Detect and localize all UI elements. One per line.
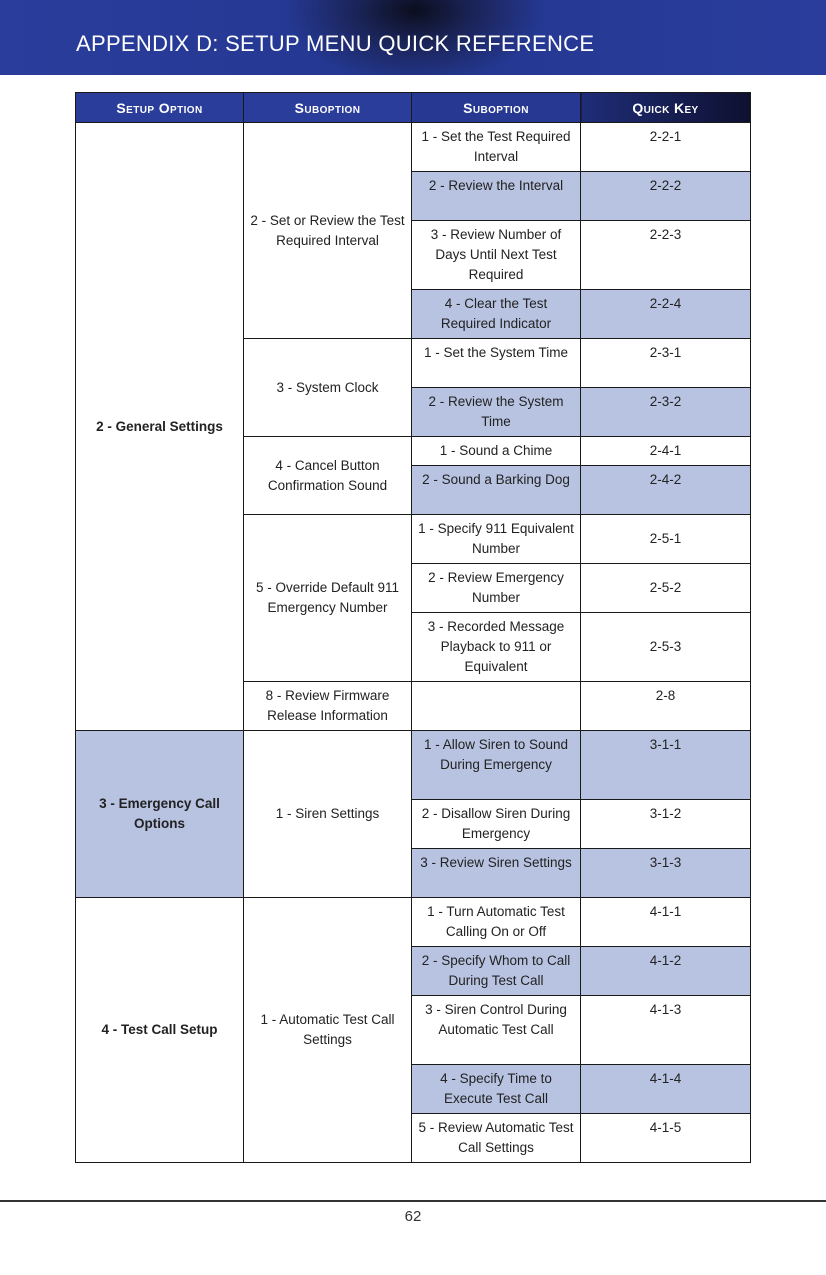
- quick-key-cell: 2-4-1: [581, 437, 751, 466]
- sub-suboption-cell: 2 - Sound a Barking Dog: [412, 466, 581, 515]
- quick-key-cell: 2-3-2: [581, 388, 751, 437]
- quick-key-cell: 4-1-1: [581, 898, 751, 947]
- quick-key-cell: 4-1-5: [581, 1114, 751, 1163]
- column-header: Quick Key: [581, 93, 751, 123]
- suboption-cell: 1 - Automatic Test Call Settings: [244, 898, 412, 1163]
- sub-suboption-cell: 3 - Recorded Message Playback to 911 or Equivalent: [412, 613, 581, 682]
- quick-key-cell: 3-1-2: [581, 800, 751, 849]
- table-header-row: [76, 93, 751, 123]
- quick-key-cell: 2-4-2: [581, 466, 751, 515]
- setup-option-cell: 4 - Test Call Setup: [76, 898, 244, 1163]
- setup-option-cell: 3 - Emergency Call Options: [76, 731, 244, 898]
- quick-key-cell: 2-5-3: [581, 613, 751, 682]
- sub-suboption-cell: 1 - Sound a Chime: [412, 437, 581, 466]
- sub-suboption-cell: 5 - Review Automatic Test Call Settings: [412, 1114, 581, 1163]
- setup-menu-table: [75, 92, 751, 1163]
- quick-key-cell: 3-1-3: [581, 849, 751, 898]
- sub-suboption-cell: 1 - Set the Test Required Interval: [412, 123, 581, 172]
- quick-key-cell: 2-8: [581, 682, 751, 731]
- sub-suboption-cell: 2 - Disallow Siren During Emergency: [412, 800, 581, 849]
- sub-suboption-cell: 1 - Specify 911 Equivalent Number: [412, 515, 581, 564]
- suboption-cell: 8 - Review Firmware Release Information: [244, 682, 412, 731]
- sub-suboption-cell: 2 - Review the System Time: [412, 388, 581, 437]
- suboption-cell: 2 - Set or Review the Test Required Interval: [244, 123, 412, 339]
- sub-suboption-cell: 1 - Set the System Time: [412, 339, 581, 388]
- quick-key-cell: 3-1-1: [581, 731, 751, 800]
- quick-key-cell: 4-1-3: [581, 996, 751, 1065]
- suboption-cell: 3 - System Clock: [244, 339, 412, 437]
- table-row: [76, 731, 751, 800]
- quick-key-cell: 2-5-2: [581, 564, 751, 613]
- table-row: [76, 123, 751, 172]
- column-header: Suboption: [244, 93, 412, 123]
- table-row: [76, 898, 751, 947]
- sub-suboption-cell: 2 - Review Emergency Number: [412, 564, 581, 613]
- suboption-cell: 5 - Override Default 911 Emergency Number: [244, 515, 412, 682]
- setup-option-cell: 2 - General Settings: [76, 123, 244, 731]
- quick-key-cell: 2-2-2: [581, 172, 751, 221]
- sub-suboption-cell: [412, 682, 581, 731]
- sub-suboption-cell: 3 - Review Siren Settings: [412, 849, 581, 898]
- sub-suboption-cell: 3 - Review Number of Days Until Next Test Required: [412, 221, 581, 290]
- quick-key-cell: 4-1-2: [581, 947, 751, 996]
- quick-key-cell: 2-5-1: [581, 515, 751, 564]
- column-header: Suboption: [412, 93, 581, 123]
- quick-key-cell: 2-3-1: [581, 339, 751, 388]
- sub-suboption-cell: 1 - Allow Siren to Sound During Emergency: [412, 731, 581, 800]
- quick-key-cell: 4-1-4: [581, 1065, 751, 1114]
- suboption-cell: 1 - Siren Settings: [244, 731, 412, 898]
- quick-key-cell: 2-2-4: [581, 290, 751, 339]
- sub-suboption-cell: 4 - Clear the Test Required Indicator: [412, 290, 581, 339]
- page-title: APPENDIX D: SETUP MENU QUICK REFERENCE: [76, 31, 595, 56]
- sub-suboption-cell: 2 - Specify Whom to Call During Test Call: [412, 947, 581, 996]
- sub-suboption-cell: 4 - Specify Time to Execute Test Call: [412, 1065, 581, 1114]
- sub-suboption-cell: 1 - Turn Automatic Test Calling On or Off: [412, 898, 581, 947]
- quick-key-cell: 2-2-3: [581, 221, 751, 290]
- footer-divider: [0, 1200, 826, 1202]
- sub-suboption-cell: 3 - Siren Control During Automatic Test Call: [412, 996, 581, 1065]
- sub-suboption-cell: 2 - Review the Interval: [412, 172, 581, 221]
- quick-key-cell: 2-2-1: [581, 123, 751, 172]
- header-banner: [0, 0, 826, 75]
- page-number: 62: [404, 1208, 422, 1225]
- column-header: Setup Option: [76, 93, 244, 123]
- suboption-cell: 4 - Cancel Button Confirmation Sound: [244, 437, 412, 515]
